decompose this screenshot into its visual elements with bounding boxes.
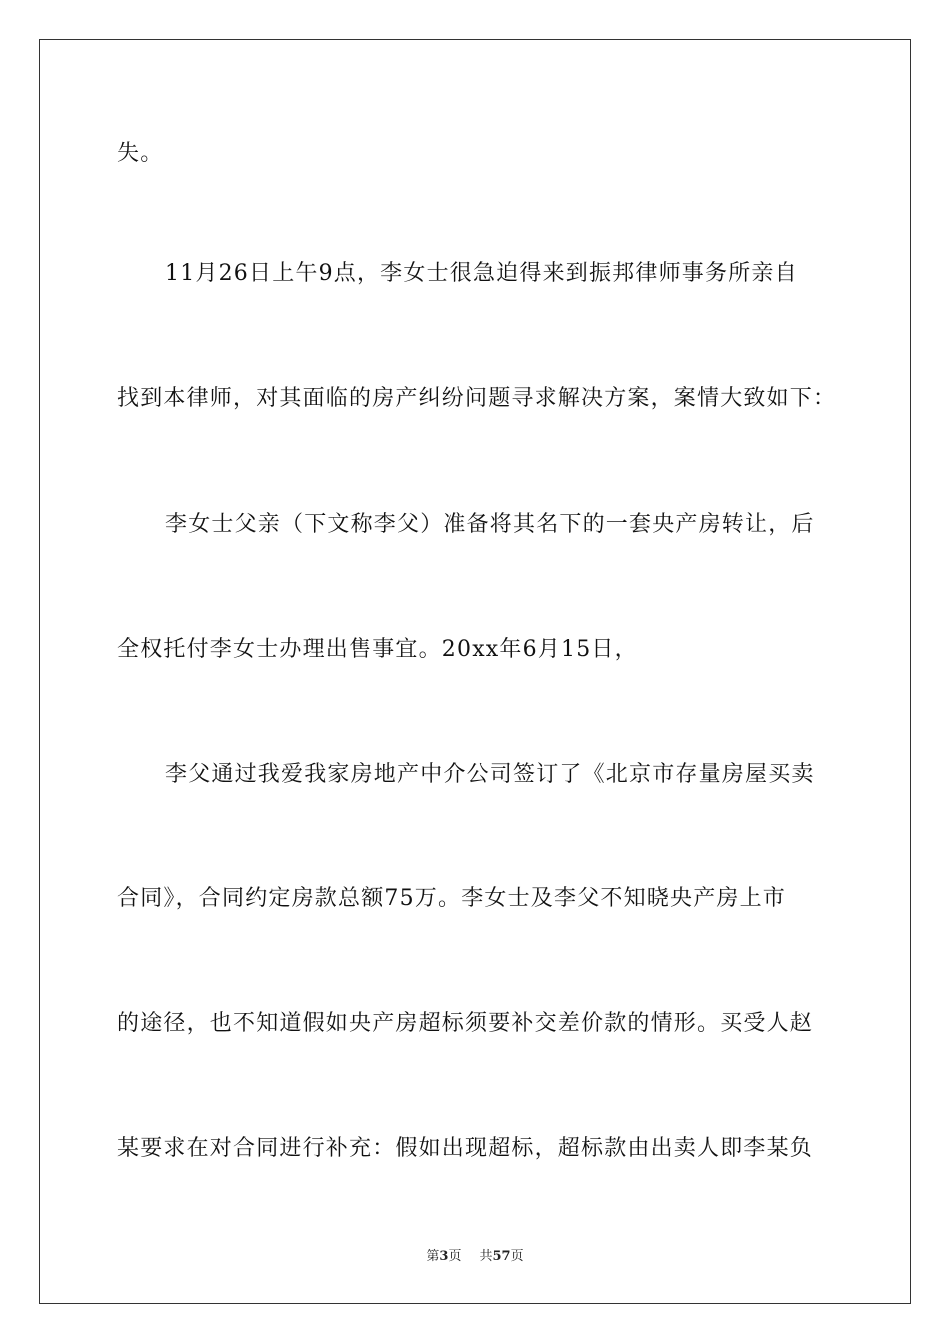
page-border (39, 39, 911, 1304)
body-line-8: 的途径，也不知道假如央产房超标须要补交差价款的情形。买受人赵 (117, 1011, 814, 1036)
body-line-9: 某要求在对合同进行补充：假如出现超标，超标款由出卖人即李某负 (117, 1136, 814, 1161)
footer-page-number: 3 (439, 1249, 449, 1264)
body-line-1: 失。 (117, 141, 164, 166)
footer-total-pages: 57 (492, 1249, 511, 1264)
body-line-5: 全权托付李女士办理出售事宜。20xx年6月15日， (117, 637, 638, 662)
body-line-2: 11月26日上午9点，李女士很急迫得来到振邦律师事务所亲自 (165, 261, 798, 286)
footer-page-suffix: 页 (448, 1249, 462, 1264)
footer-total-prefix: 共 (479, 1249, 493, 1264)
body-line-7: 合同》，合同约定房款总额75万。李女士及李父不知晓央产房上市 (117, 886, 786, 911)
body-line-3: 找到本律师，对其面临的房产纠纷问题寻求解决方案，案情大致如下： (117, 386, 837, 411)
body-line-6: 李父通过我爱我家房地产中介公司签订了《北京市存量房屋买卖 (165, 762, 815, 787)
body-line-4: 李女士父亲（下文称李父）准备将其名下的一套央产房转让，后 (165, 512, 815, 537)
footer-total-suffix: 页 (510, 1249, 524, 1264)
footer-page-prefix: 第 (426, 1249, 440, 1264)
page-footer (0, 1249, 950, 1265)
